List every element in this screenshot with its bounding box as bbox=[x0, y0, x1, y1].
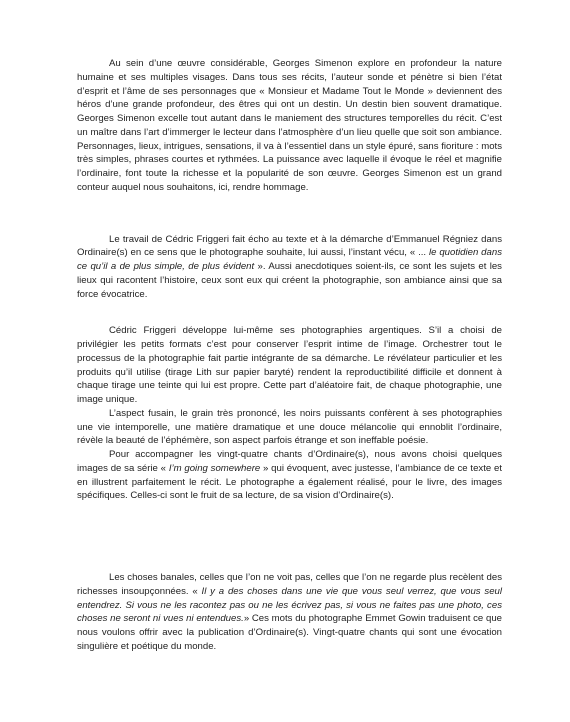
document-page bbox=[77, 57, 502, 654]
section-gap bbox=[77, 503, 502, 571]
paragraph-friggeri-intro bbox=[77, 233, 502, 302]
text-run: » Ces mots du photographe Emmet Gowin traduisent ce que nous voulons offrir avec la publication d’Ordinaire(s). Vingt-quatre chants qui sont une évocation singulière et poétique du monde. bbox=[77, 613, 502, 652]
section-gap bbox=[77, 195, 502, 233]
text-run: Le travail de Cédric Friggeri fait écho au texte et à la démarche d’Emmanuel Régniez dans Ordinaire(s) en ce sens que le photographe souhaite, lui aussi, l’instant vécu, « ... bbox=[77, 233, 502, 259]
text-run: Pour accompagner les vingt-quatre chants d’Ordinaire(s), nous avons choisi quelques images de sa série « bbox=[77, 449, 502, 474]
paragraph-friggeri-aspect bbox=[77, 407, 502, 448]
text-run: ». Aussi anecdotiques soient-ils, ce sont les sujets et les lieux qui racontent l’histoire, ceux sont eux qui créent la photographie, son ambiance ainsi que sa force évocatrice. bbox=[77, 261, 502, 300]
text-run: Cédric Friggeri développe lui-même ses photographies argentiques. S’il a choisi de privilégier les petits formats c’est pour conserver l’esprit intime de l’image. Orchestrer tout le processus de la photographie fait partie intégrante de sa démarche. Le révélateur particulier et les produits qu’il utilise (tirage Lith sur papier baryté) rendent la reproductibilité difficile et donnent à chaque tirage une teinte qui lui est propre. Cette part d’aléatoire fait, de chaque photographie, une image unique. bbox=[77, 325, 502, 405]
text-run-italic: I’m going somewhere bbox=[168, 462, 261, 474]
text-run: L’aspect fusain, le grain très prononcé, les noirs puissants confèrent à ses photographies une vie intemporelle, une matière dramatique et une douce mélancolie qui ennoblit l’ordinaire, révèle la beauté de l’éphémère, son aspect parfois étrange et son ineffable poésie. bbox=[77, 407, 502, 447]
text-run: Les choses banales, celles que l’on ne voit pas, celles que l’on ne regarde plus recèlent des richesses insoupçonnées. « bbox=[77, 572, 502, 597]
paragraph-friggeri-process bbox=[77, 324, 502, 407]
paragraph-series bbox=[77, 448, 502, 503]
paragraph-simenon bbox=[77, 57, 502, 195]
section-gap bbox=[77, 301, 502, 324]
text-run: Au sein d’une œuvre considérable, Georges Simenon explore en profondeur la nature humaine et ses multiples visages. Dans tous ses récits, l’auteur sonde et pénètre si bien l’état d’esprit et l’âme de ses personnages que « Monsieur et Madame Tout le Monde » deviennent des héros d’une grande profondeur, des êtres qui ont un destin. Un destin bien souvent dramatique. Georges Simenon excelle tout autant dans le maniement des structures temporelles du récit. C’est un maître dans l’art d’immerger le lecteur dans l’atmosphère d’un lieu quelle que soit son ambiance. Personnages, lieux, intrigues, sensations, il va à l’essentiel dans un style épuré, sans fioriture : mots très simples, phrases courtes et rythmées. La puissance avec laquelle il évoque le réel et magnifie l’ordinaire, font toute la richesse et la popularité de son œuvre. Georges Simenon est un grand conteur auquel nous souhaitons, ici, rendre hommage. bbox=[77, 58, 503, 193]
text-run-italic: Il y a des choses dans une vie que vous seul verrez, que vous seul entendrez. Si vous ne les racontez pas ou ne les écrivez pas, si vous ne faites pas une photo, ces choses ne seront ni vues ni entendues. bbox=[77, 585, 503, 625]
text-run-italic: le quotidien dans ce qu’il a de plus simple, de plus évident bbox=[77, 247, 502, 272]
paragraph-gowin-quote bbox=[77, 571, 502, 654]
text-run: » qui évoquent, avec justesse, l’ambiance de ce texte et en illustrent parfaitement le récit. Le photographe a également réalisé, pour le livre, des images spécifiques. Celles-ci sont le fruit de sa lecture, de sa vision d’Ordinaire(s). bbox=[77, 462, 503, 502]
